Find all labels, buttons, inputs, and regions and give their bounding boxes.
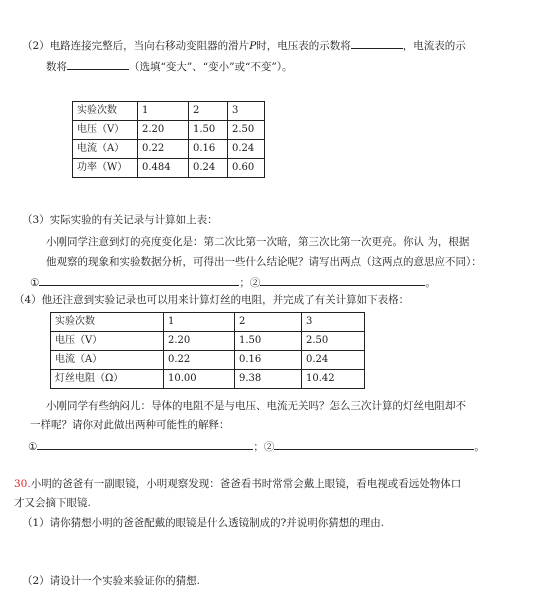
table-row [73,140,265,159]
table-cell: 0.484 [138,159,189,178]
table-row [73,159,265,178]
table-cell: 实验次数 [51,313,164,332]
table-cell: 1 [164,313,235,332]
table-cell: 2 [235,313,302,332]
q3-line2: 小刚同学注意到灯的亮度变化是：第二次比第一次暗，第三次比第一次更亮。你认 为，根据 [46,236,470,248]
table-cell: 1.50 [189,121,228,140]
q2-line1: （2）电路连接完整后，当向右移动变阻器的滑片P时，电压表的示数将 ，电流表的示 [22,37,466,53]
q30-sub1: （1）请你猜想小明的爸爸配戴的眼镜是什么透镜制成的?并说明你猜想的理由. [22,517,385,529]
table-cell: 10.00 [164,370,235,389]
table-cell: 3 [302,313,365,332]
q4-answer-blank-2[interactable] [274,438,474,450]
q4-answer-line: ① ；② 。 [28,438,485,454]
table-row [51,313,365,332]
table-row [51,370,365,389]
table-cell: 0.22 [164,351,235,370]
q3-line3: 他观察的现象和实验数据分析，可得出一些什么结论呢？请写出两点（这两点的意思应不同）： [46,256,482,268]
table-row [73,121,265,140]
table-cell: 电流（A） [73,140,138,159]
slider-p-symbol: P [249,40,257,52]
q30-line1: 30.小明的爸爸有一副眼镜，小明观察发现：爸爸看书时常常会戴上眼镜，看电视或看远处物体口 [14,478,462,490]
q4-line2: 小刚同学有些纳闷儿：导体的电阻不是与电压、电流无关吗？怎么三次计算的灯丝电阻却不 [46,400,466,412]
circled-one-marker: ① [28,441,38,453]
table-cell: 2.50 [302,332,365,351]
table-cell: 电压（V） [51,332,164,351]
table-cell: 2.50 [228,121,265,140]
table-cell: 电流（A） [51,351,164,370]
table-cell: 0.24 [302,351,365,370]
q2-blank-current[interactable] [67,58,129,70]
table-cell: 0.24 [189,159,228,178]
table-cell: 2 [189,102,228,121]
q3-line1: （3）实际实验的有关记录与计算如上表： [22,214,218,226]
q2-blank-voltage[interactable] [351,37,403,49]
circled-two-marker: ② [249,277,261,289]
table-row [51,332,365,351]
circled-two-marker: ② [263,441,275,453]
q4-line1: （4）他还注意到实验记录也可以用来计算灯丝的电阻，并完成了有关计算如下表格： [14,294,410,306]
table-cell: 灯丝电阻（Ω） [51,370,164,389]
table-cell: 2.20 [164,332,235,351]
table-cell: 10.42 [302,370,365,389]
q4-line3: 一样呢？请你对此做出两种可能性的解释： [30,419,230,431]
q2-line2: 数将 （选填“变大”、“变小”或“不变”）。 [46,58,292,74]
power-table [72,101,265,178]
resistance-table [50,312,365,389]
table-cell: 电压（V） [73,121,138,140]
q4-answer-blank-1[interactable] [37,438,253,450]
table-row [51,351,365,370]
question-number: 30. [14,478,31,490]
q3-answer-blank-1[interactable] [39,274,239,286]
table-cell: 0.22 [138,140,189,159]
table-cell: 2.20 [138,121,189,140]
q3-answer-blank-2[interactable] [260,274,425,286]
table-cell: 1.50 [235,332,302,351]
table-cell: 3 [228,102,265,121]
table-cell: 功率（W） [73,159,138,178]
q3-answer-line: ① ；② 。 [30,274,436,290]
q30-sub2: （2）请设计一个实验来验证你的猜想. [22,575,201,587]
table-cell: 0.16 [189,140,228,159]
circled-one-marker: ① [30,277,40,289]
table-row [73,102,265,121]
table-cell: 0.24 [228,140,265,159]
table-cell: 0.60 [228,159,265,178]
table-cell: 实验次数 [73,102,138,121]
table-cell: 9.38 [235,370,302,389]
table-cell: 0.16 [235,351,302,370]
q30-line2: 才又会摘下眼镜. [14,497,91,509]
table-cell: 1 [138,102,189,121]
